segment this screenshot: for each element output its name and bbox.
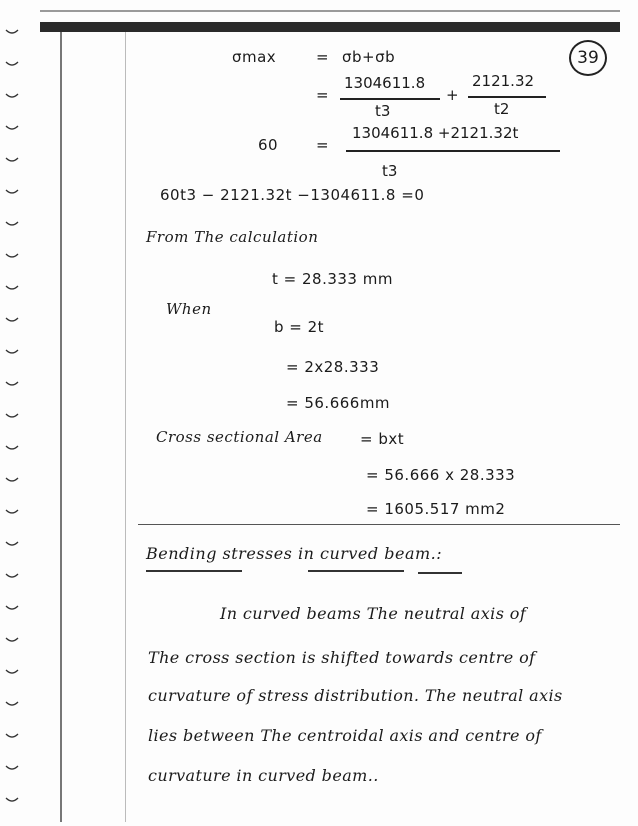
heading-underline-3	[418, 572, 462, 574]
paragraph-line-4: lies between The centroidal axis and centre of	[148, 726, 542, 745]
fraction-2-numerator: 2121.32	[472, 72, 535, 90]
eq2-plus: +	[446, 86, 460, 104]
calculation-label: From The calculation	[146, 228, 319, 246]
fraction-1-denominator: t3	[375, 102, 391, 120]
paragraph-line-5: curvature in curved beam..	[148, 766, 379, 785]
area-equation-3: = 1605.517 mm2	[366, 500, 506, 518]
eq2-relation: =	[316, 86, 330, 104]
when-label: When	[166, 300, 212, 318]
eq3-lhs: 60	[258, 136, 279, 154]
b-equation-1: b = 2t	[274, 318, 325, 336]
margin-line-faint	[125, 32, 126, 822]
paragraph-line-1: In curved beams The neutral axis of	[220, 604, 527, 623]
top-binding-strip	[40, 22, 620, 32]
eq1-relation: =	[316, 48, 330, 66]
fraction-3-numerator: 1304611.8 +2121.32t	[352, 124, 519, 142]
area-label: Cross sectional Area	[156, 428, 323, 446]
cubic-equation: 60t3 − 2121.32t −1304611.8 =0	[160, 186, 425, 204]
spiral-binding-icon	[0, 20, 24, 820]
paragraph-line-2: The cross section is shifted towards centre of	[148, 648, 536, 667]
fraction-3-bar	[346, 150, 560, 152]
b-equation-3: = 56.666mm	[286, 394, 391, 412]
b-equation-2: = 2x28.333	[286, 358, 380, 376]
area-equation-1: = bxt	[360, 430, 405, 448]
t-result: t = 28.333 mm	[272, 270, 393, 288]
top-edge-line	[40, 10, 620, 12]
fraction-1-bar	[340, 98, 440, 100]
paragraph-line-3: curvature of stress distribution. The neutral axis	[148, 686, 563, 705]
fraction-2-bar	[468, 96, 546, 98]
heading-underline-2	[308, 570, 404, 572]
page-number: 39	[569, 40, 607, 76]
fraction-2-denominator: t2	[494, 100, 510, 118]
eq1-rhs: σb+σb	[342, 48, 396, 66]
heading-underline-1	[146, 570, 242, 572]
eq3-relation: =	[316, 136, 330, 154]
fraction-1-numerator: 1304611.8	[344, 74, 426, 92]
section-heading: Bending stresses in curved beam.:	[146, 544, 443, 563]
fraction-3-denominator: t3	[382, 162, 398, 180]
section-divider	[138, 524, 620, 525]
area-equation-2: = 56.666 x 28.333	[366, 466, 516, 484]
margin-line	[60, 32, 62, 822]
sigma-max-label: σmax	[232, 48, 277, 66]
